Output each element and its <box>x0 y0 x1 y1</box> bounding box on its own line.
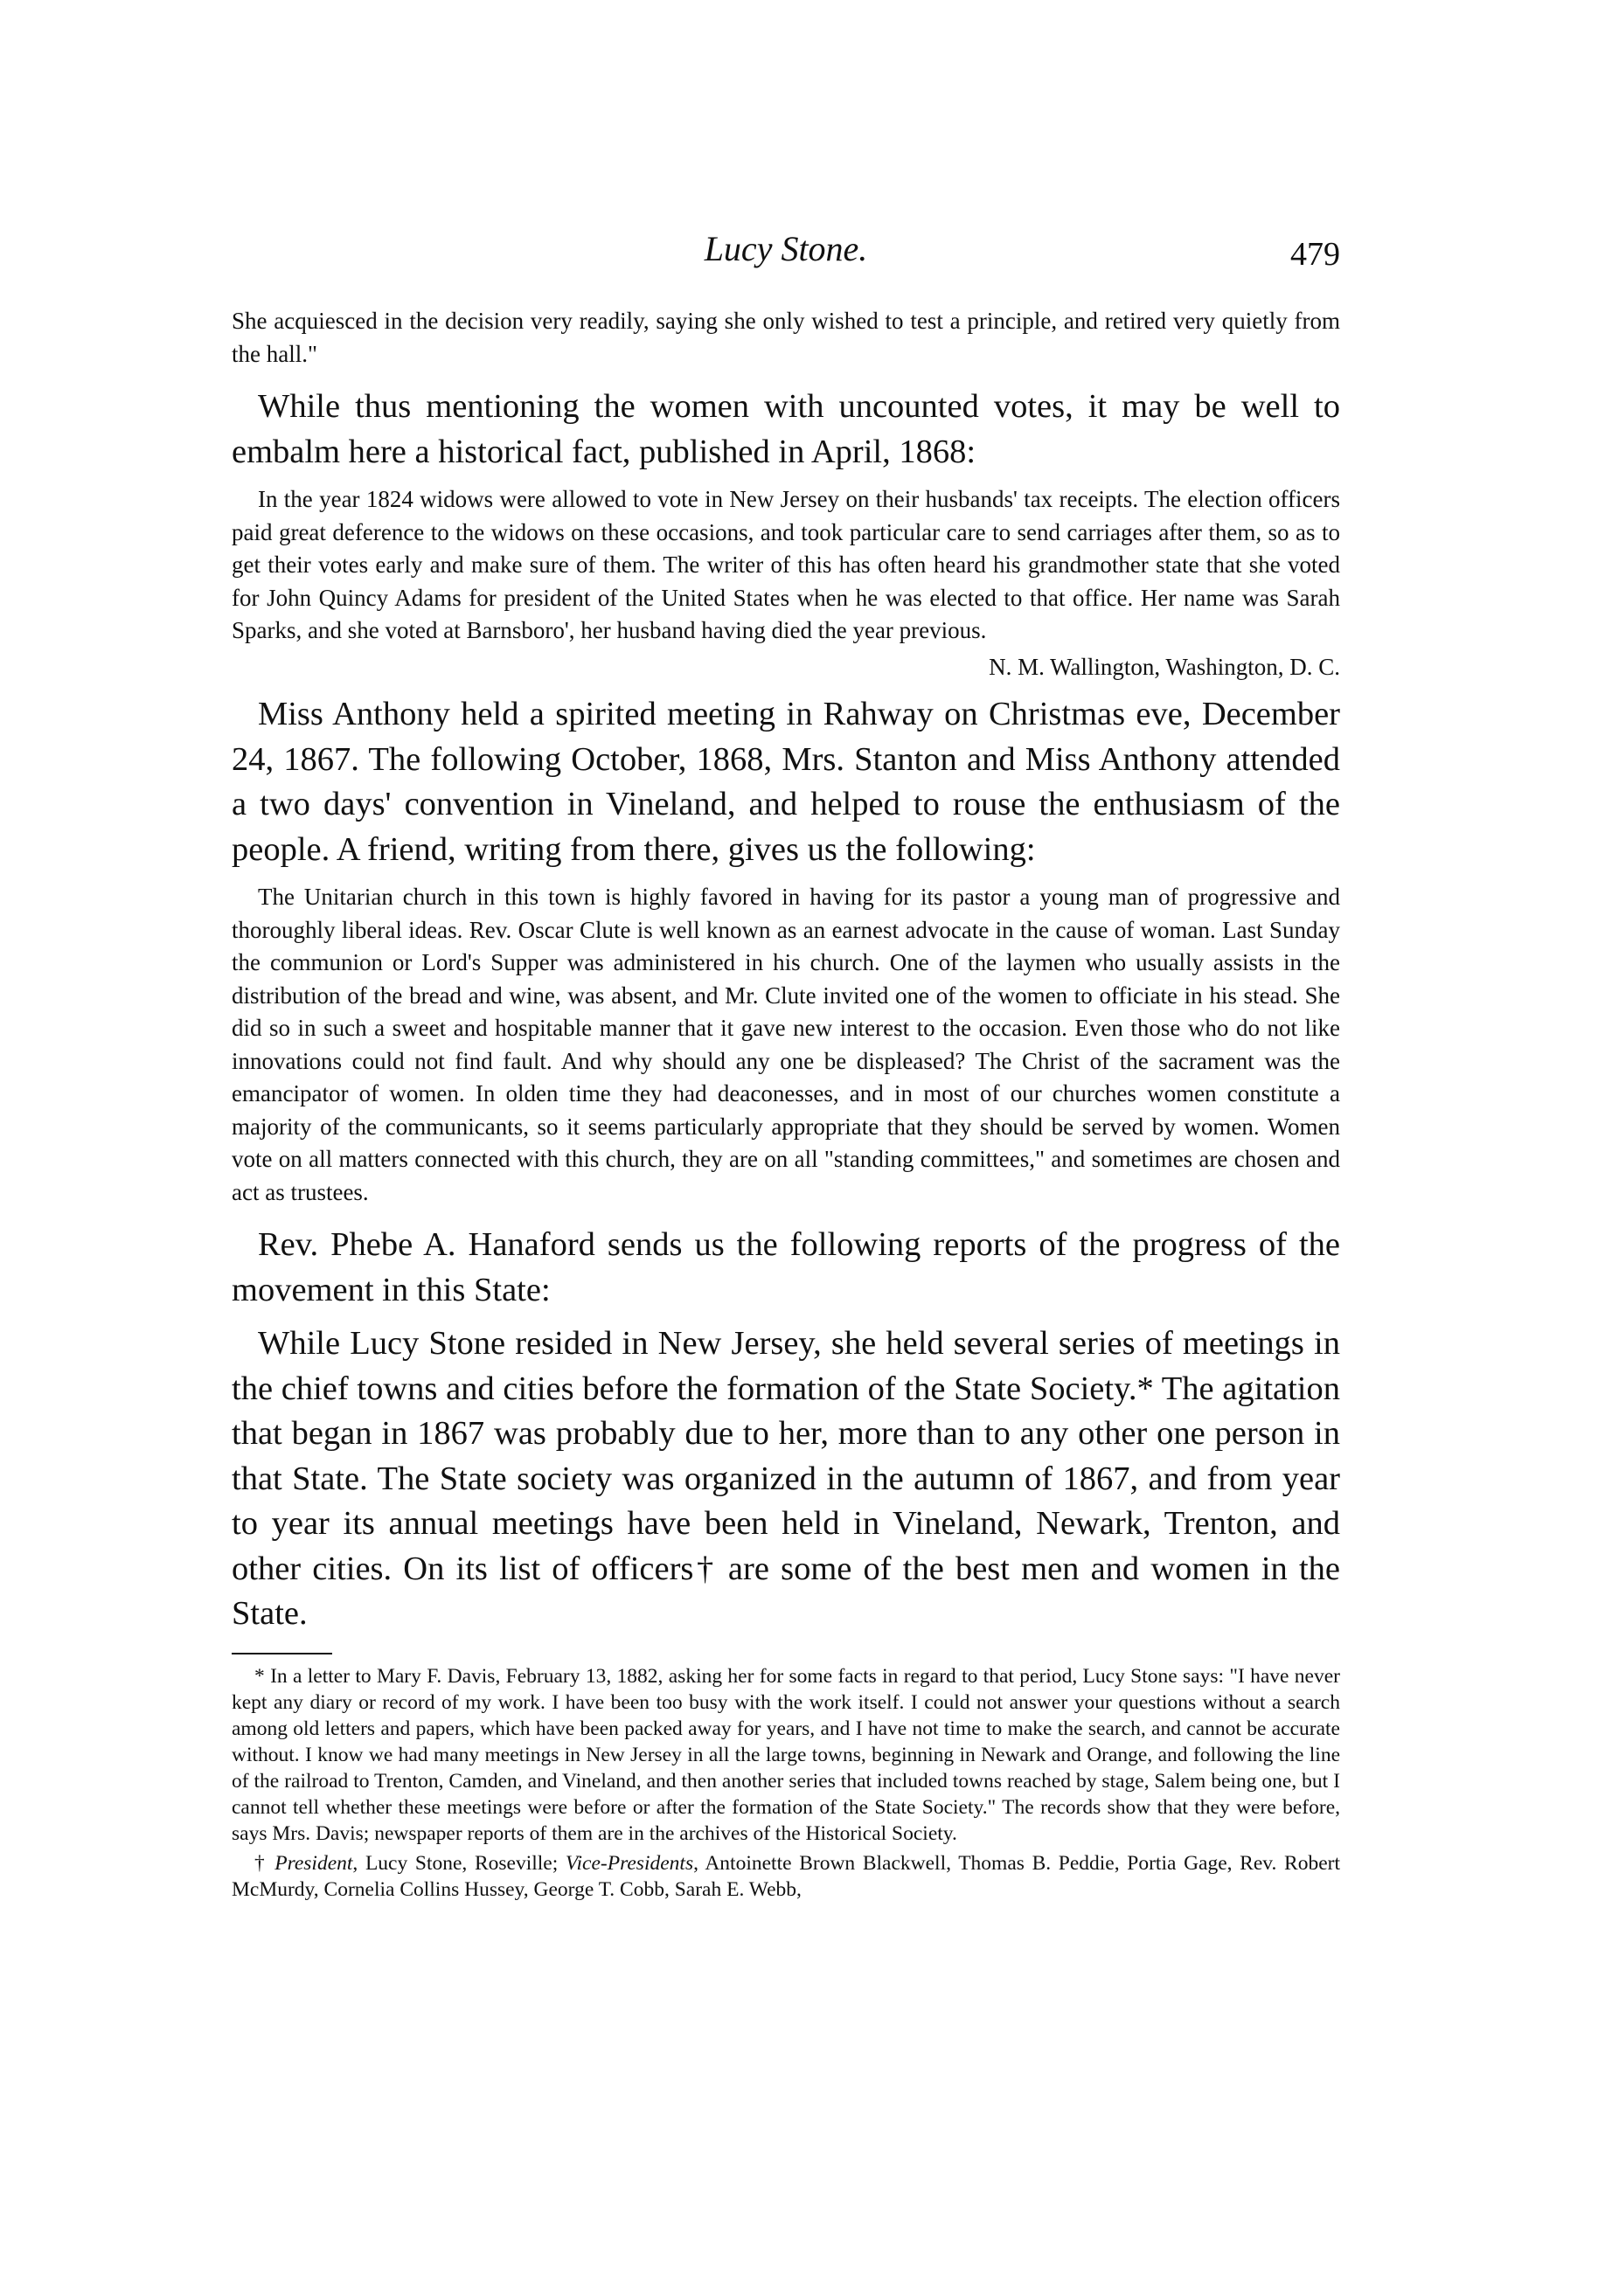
footnote-asterisk <box>232 1663 1340 1847</box>
footnote-dagger <box>232 1850 1340 1903</box>
paragraph-anthony-meetings: Miss Anthony held a spirited meeting in Rahway on Christmas eve, December 24, 1867. The following October, 1868, Mrs. Stanton and Miss Anthony attended a two days' convention in Vineland, and helped to rouse the enthusiasm of the people. A friend, writing from there, gives us the following: <box>232 696 1340 868</box>
paragraph-hanaford-report <box>232 1321 1340 1637</box>
footnote-dagger-mark: † <box>254 1851 267 1875</box>
report-text-part-2: The agitation that began in 1867 was probably due to her, more than to any other one person in that State. The State society was organized in the autumn of 1867, and from year to year its annual meetings have been held in Vineland, Newark, Trenton, and other cities. On its list of officers <box>232 1370 1340 1587</box>
footnote-asterisk-mark: * <box>254 1664 265 1688</box>
quote-widows-voting: In the year 1824 widows were allowed to vote in New Jersey on their husbands' tax receipts. The election officers paid great deference to the widows on these occasions, and took particular care to send carriages after them, so as to get their votes early and make sure of them. The writer of this has often heard his grandmother state that she voted for John Quincy Adams for president of the United States when he was elected to that office. Her name was Sarah Sparks, and she voted at Barnsboro', her husband having died the year previous. <box>232 486 1340 643</box>
running-title: Lucy Stone. <box>704 229 868 268</box>
footnote-mark-asterisk: * <box>1136 1370 1154 1407</box>
quote-continuation: She acquiesced in the decision very readily, saying she only wished to test a principle, and retired very quietly from the hall." <box>232 308 1340 367</box>
footnote-divider <box>232 1653 332 1654</box>
paragraph-hanaford-intro: Rev. Phebe A. Hanaford sends us the following reports of the progress of the movement in this State: <box>232 1226 1340 1308</box>
page-number: 479 <box>1290 236 1340 273</box>
footnote-asterisk-text: In a letter to Mary F. Davis, February 13, 1882, asking her for some facts in regard to that period, Lucy Stone says: "I have never kept any diary or record of my work. I have been too busy with the work itself. I could not answer your questions without a search among old letters and papers, which have been packed away for years, and I have not time to make the search, and cannot be accurate without. I know we had many meetings in New Jersey in all the large towns, beginning in Newark and Orange, and following the line of the railroad to Trenton, Camden, and Vineland, and then another series that included towns reached by stage, Salem being one, but I cannot tell whether these meetings were before or after the formation of the State Society." The records show that they were before, says Mrs. Davis; newspaper reports of them are in the archives of the Historical Society. <box>232 1664 1340 1845</box>
footnote-vice-presidents-label: Vice-Presidents <box>565 1851 694 1875</box>
report-text-part-3: are some of the best men and women in the State. <box>232 1550 1340 1632</box>
footnote-president-label: President <box>274 1851 353 1875</box>
footnote-mark-dagger: † <box>693 1550 717 1587</box>
paragraph-historical-fact-intro: While thus mentioning the women with uncounted votes, it may be well to embalm here a historical fact, published in April, 1868: <box>232 388 1340 470</box>
page-header <box>232 223 1340 293</box>
report-text-part-1: While Lucy Stone resided in New Jersey, she held several series of meetings in the chief towns and cities before the formation of the State Society. <box>232 1325 1340 1407</box>
footnote-president-text: , Lucy Stone, Roseville; <box>352 1851 566 1875</box>
quote-unitarian-church: The Unitarian church in this town is highly favored in having for its pastor a young man of progressive and thoroughly liberal ideas. Rev. Oscar Clute is well known as an earnest advocate in the cause of woman. Last Sunday the communion or Lord's Supper was administered in his church. One of the laymen who usually assists in the distribution of the bread and wine, was absent, and Mr. Clute invited one of the women to officiate in his stead. She did so in such a sweet and hospitable manner that it gave new interest to the occasion. Even those who do not like innovations could not find fault. And why should any one be displeased? The Christ of the sacrament was the emancipator of women. In olden time they had deaconesses, and in most of our churches women constitute a majority of the communicants, so it seems particularly appropriate that they should be served by women. Women vote on all matters connected with this church, they are on all "standing committees," and sometimes are chosen and act as trustees. <box>232 884 1340 1205</box>
footnote-vice-presidents-text: , Antoinette Brown Blackwell, Thomas B. Peddie, Portia Gage, Rev. Robert McMurdy, Cornelia Collins Hussey, George T. Cobb, Sarah E. Webb, <box>232 1851 1341 1901</box>
book-page <box>232 223 1340 1903</box>
quote-signature: N. M. Wallington, Washington, D. C. <box>989 653 1340 680</box>
